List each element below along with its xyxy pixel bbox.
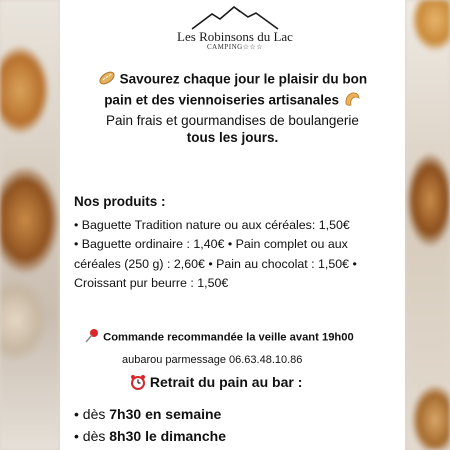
- order-note: Commande recommandée la veille avant 19h00: [84, 328, 354, 347]
- intro-text: [60, 70, 405, 146]
- pickup-weekday: • dès 7h30 en semaine: [74, 406, 222, 422]
- background-photo-right: [405, 0, 450, 450]
- mountain-logo-icon: [190, 5, 280, 31]
- products-section: [74, 192, 394, 294]
- intro-line-3: Pain frais et gourmandises de boulangerie: [106, 113, 359, 128]
- info-card: [60, 0, 405, 450]
- products-line: • Baguette ordinaire : 1,40€ • Pain complet ou aux: [74, 237, 348, 251]
- campsite-logo: [160, 5, 310, 53]
- intro-line-1: Savourez chaque jour le plaisir du bon: [119, 71, 368, 87]
- pushpin-icon: [84, 328, 100, 347]
- croissant-icon: [343, 90, 361, 112]
- logo-subtitle: CAMPING☆☆☆: [206, 43, 264, 51]
- pickup-sunday: • dès 8h30 le dimanche: [74, 428, 226, 444]
- products-line: Croissant pur beurre : 1,50€: [74, 276, 229, 290]
- intro-line-2: pain et des viennoiseries artisanales: [104, 92, 340, 108]
- bread-icon: [98, 70, 116, 90]
- intro-line-4: tous les jours.: [186, 130, 279, 145]
- products-line: céréales (250 g) : 2,60€ • Pain au chocolat : 1,50€ •: [74, 256, 357, 271]
- background-photo-left: [0, 0, 60, 450]
- products-title: Nos produits :: [74, 194, 166, 209]
- logo-name: Les Robinsons du Lac: [177, 29, 293, 44]
- order-contact: aubarou parmessage 06.63.48.10.86: [122, 354, 303, 366]
- pickup-title: Retrait du pain au bar :: [130, 374, 302, 393]
- products-line: • Baguette Tradition nature ou aux céréales: 1,50€: [74, 217, 350, 232]
- alarm-clock-icon: [130, 374, 146, 393]
- pickup-hours: [74, 403, 226, 447]
